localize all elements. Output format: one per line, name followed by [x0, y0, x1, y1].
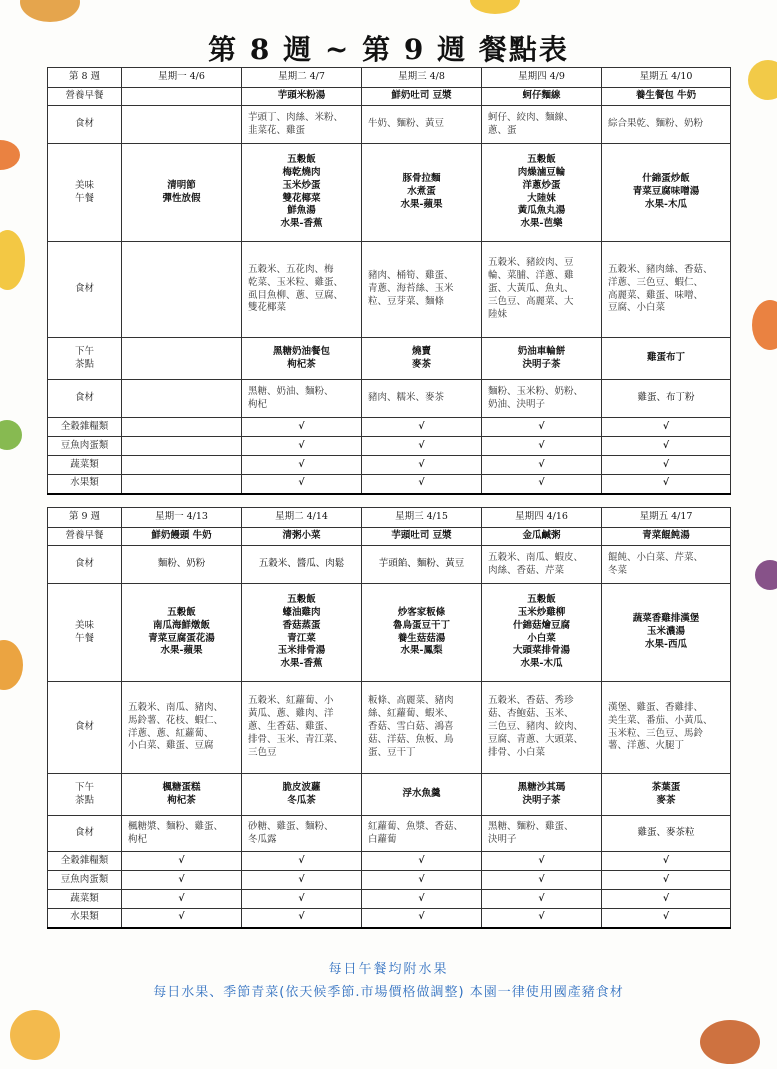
check-mark: √: [602, 852, 731, 871]
row-label-lunch: 美味 午餐: [48, 144, 122, 242]
check-mark: √: [362, 871, 482, 890]
check-mark: √: [602, 909, 731, 928]
check-mark: √: [602, 437, 731, 456]
check-mark: √: [602, 475, 731, 494]
ingredients-cell: 豬肉、糯米、麥茶: [362, 380, 482, 418]
check-mark: √: [602, 871, 731, 890]
ingredients-cell: 五穀米、南瓜、蝦皮、 肉絲、香菇、芹菜: [482, 546, 602, 584]
week9-lunch-row: [48, 584, 731, 682]
week9-menu-table: [47, 507, 731, 929]
ingredients-cell: 五穀米、南瓜、豬肉、 馬鈴薯、花枝、蝦仁、 洋蔥、蔥、紅蘿蔔、 小白菜、雞蛋、豆腐: [122, 682, 242, 774]
week9-breakfast-ingredients-row: [48, 546, 731, 584]
row-label-grains: 全穀雜糧類: [48, 418, 122, 437]
check-mark: √: [242, 890, 362, 909]
check-mark: √: [602, 456, 731, 475]
row-label-ingredients: 食材: [48, 682, 122, 774]
check-mark: √: [602, 418, 731, 437]
day-header: 星期四 4/9: [482, 68, 602, 88]
row-label-snack: 下午 茶點: [48, 338, 122, 380]
lunch-menu: 五穀飯 玉米炒雞柳 什錦菇燴豆腐 小白菜 大頭菜排骨湯 水果-木瓜: [482, 584, 602, 682]
footer-note-ingredients: 每日水果、季節青菜(依天候季節.市場價格做調整) 本園一律使用國產豬食材: [153, 985, 624, 1000]
row-label-ingredients: 食材: [48, 546, 122, 584]
check-mark: √: [362, 456, 482, 475]
row-label-ingredients: 食材: [48, 816, 122, 852]
week9-fruit-row: [48, 909, 731, 928]
week9-breakfast-row: [48, 528, 731, 546]
ingredients-cell: 五穀米、紅蘿蔔、小 黃瓜、蔥、雞肉、洋 蔥、生香菇、雞蛋、 排骨、玉米、青江菜、 三色豆: [242, 682, 362, 774]
week8-vegetable-row: [48, 456, 731, 475]
row-label-grains: 全穀雜糧類: [48, 852, 122, 871]
ingredients-cell: 餛飩、小白菜、芹菜、 冬菜: [602, 546, 731, 584]
check-mark: √: [242, 418, 362, 437]
decorative-leaf: [0, 420, 22, 450]
ingredients-cell: 芋頭丁、肉絲、米粉、 韭菜花、雞蛋: [242, 106, 362, 144]
footer-note-fruit: 每日午餐均附水果: [328, 962, 449, 977]
week8-header-row: [48, 68, 731, 88]
row-label-breakfast: 營養早餐: [48, 88, 122, 106]
breakfast-item: [122, 88, 242, 106]
breakfast-item: 青菜餛飩湯: [602, 528, 731, 546]
ingredients-cell: 楓糖漿、麵粉、雞蛋、 枸杞: [122, 816, 242, 852]
snack-menu: 燒賣 麥茶: [362, 338, 482, 380]
ingredients-cell: 五穀米、香菇、秀珍 菇、杏鮑菇、玉米、 三色豆、豬肉、絞肉、 豆腐、青蔥、大頭菜、 排骨、小白菜: [482, 682, 602, 774]
ingredients-cell: 雞蛋、麥茶粒: [602, 816, 731, 852]
snack-menu: 茶葉蛋 麥茶: [602, 774, 731, 816]
day-header: 星期二 4/7: [242, 68, 362, 88]
day-header: 星期五 4/10: [602, 68, 731, 88]
ingredients-cell: 五穀米、豬絞肉、豆 輪、菜脯、洋蔥、雞 蛋、大黃瓜、魚丸、 三色豆、高麗菜、大 陸妹: [482, 242, 602, 338]
week-label: 第 8 週: [48, 68, 122, 88]
decorative-fruit-top-mid: [470, 0, 520, 14]
check-mark: √: [242, 852, 362, 871]
ingredients-cell: 紅蘿蔔、魚漿、香菇、 白蘿蔔: [362, 816, 482, 852]
row-label-breakfast: 營養早餐: [48, 528, 122, 546]
ingredients-cell: 麵粉、奶粉: [122, 546, 242, 584]
decorative-grape-right: [755, 560, 777, 590]
day-header: 星期五 4/17: [602, 508, 731, 528]
row-label-protein: 豆魚肉蛋類: [48, 437, 122, 456]
ingredients-cell: 粄條、高麗菜、豬肉 絲、紅蘿蔔、蝦米、 香菇、雪白菇、鴻喜 菇、洋菇、魚板、鳥 蛋、豆干丁: [362, 682, 482, 774]
row-label-lunch: 美味 午餐: [48, 584, 122, 682]
check-mark: √: [122, 871, 242, 890]
check-mark: √: [362, 437, 482, 456]
ingredients-cell: 漢堡、雞蛋、香雞排、 美生菜、番茄、小黃瓜、 玉米粒、三色豆、馬鈴 薯、洋蔥、火腿丁: [602, 682, 731, 774]
snack-menu: [122, 338, 242, 380]
check-mark: √: [122, 890, 242, 909]
ingredients-cell: 芋頭餡、麵粉、黃豆: [362, 546, 482, 584]
check-mark: [122, 456, 242, 475]
week8-lunch-ingredients-row: [48, 242, 731, 338]
check-mark: √: [362, 852, 482, 871]
ingredients-cell: 綜合果乾、麵粉、奶粉: [602, 106, 731, 144]
day-header: 星期二 4/14: [242, 508, 362, 528]
check-mark: √: [242, 456, 362, 475]
ingredients-cell: 黑糖、奶油、麵粉、 枸杞: [242, 380, 362, 418]
breakfast-item: 芋頭吐司 豆漿: [362, 528, 482, 546]
row-label-protein: 豆魚肉蛋類: [48, 871, 122, 890]
snack-menu: 楓糖蛋糕 枸杞茶: [122, 774, 242, 816]
ingredients-cell: 蚵仔、絞肉、麵線、 蔥、蛋: [482, 106, 602, 144]
week9-header-row: [48, 508, 731, 528]
decorative-fruit-top-left: [20, 0, 80, 22]
week9-grains-row: [48, 852, 731, 871]
breakfast-item: 鮮奶吐司 豆漿: [362, 88, 482, 106]
snack-menu: 黑糖沙其瑪 決明子茶: [482, 774, 602, 816]
ingredients-cell: [122, 380, 242, 418]
week8-snack-row: [48, 338, 731, 380]
check-mark: √: [362, 909, 482, 928]
lunch-menu: 豚骨拉麵 水煮蛋 水果-蘋果: [362, 144, 482, 242]
week9-snack-ingredients-row: [48, 816, 731, 852]
check-mark: √: [482, 475, 602, 494]
week9-protein-row: [48, 871, 731, 890]
check-mark: √: [482, 909, 602, 928]
check-mark: √: [122, 909, 242, 928]
week8-lunch-row: [48, 144, 731, 242]
row-label-vegetable: 蔬菜類: [48, 456, 122, 475]
ingredients-cell: [122, 106, 242, 144]
check-mark: √: [242, 909, 362, 928]
day-header: 星期四 4/16: [482, 508, 602, 528]
lunch-menu: 五穀飯 南瓜海鮮燉飯 青菜豆腐蛋花湯 水果-蘋果: [122, 584, 242, 682]
check-mark: √: [362, 418, 482, 437]
row-label-vegetable: 蔬菜類: [48, 890, 122, 909]
ingredients-cell: 黑糖、麵粉、雞蛋、 決明子: [482, 816, 602, 852]
check-mark: √: [602, 890, 731, 909]
check-mark: √: [242, 475, 362, 494]
lunch-menu: 蔬菜香雞排漢堡 玉米濃湯 水果-西瓜: [602, 584, 731, 682]
lunch-menu: 五穀飯 蠔油雞肉 香菇蒸蛋 青江菜 玉米排骨湯 水果-香蕉: [242, 584, 362, 682]
ingredients-cell: 砂糖、雞蛋、麵粉、 冬瓜露: [242, 816, 362, 852]
day-header: 星期三 4/15: [362, 508, 482, 528]
week8-fruit-row: [48, 475, 731, 494]
row-label-ingredients: 食材: [48, 242, 122, 338]
decorative-fruit-bottom-right: [700, 1020, 760, 1064]
decorative-lemon: [0, 230, 25, 290]
breakfast-item: 鮮奶饅頭 牛奶: [122, 528, 242, 546]
snack-menu: 雞蛋布丁: [602, 338, 731, 380]
ingredients-cell: 雞蛋、布丁粉: [602, 380, 731, 418]
row-label-fruit: 水果類: [48, 909, 122, 928]
check-mark: [122, 437, 242, 456]
check-mark: √: [482, 852, 602, 871]
ingredients-cell: 豬肉、桶筍、雞蛋、 青蔥、海苔絲、玉米 粒、豆芽菜、麵條: [362, 242, 482, 338]
lunch-menu: 炒客家粄條 魯烏蛋豆干丁 養生菇菇湯 水果-鳳梨: [362, 584, 482, 682]
lunch-menu: 五穀飯 梅乾燒肉 玉米炒蛋 雙花椰菜 鮮魚湯 水果-香蕉: [242, 144, 362, 242]
row-label-ingredients: 食材: [48, 106, 122, 144]
breakfast-item: 蚵仔麵線: [482, 88, 602, 106]
breakfast-item: 清粥小菜: [242, 528, 362, 546]
breakfast-item: 養生餐包 牛奶: [602, 88, 731, 106]
ingredients-cell: 五穀米、醬瓜、肉鬆: [242, 546, 362, 584]
check-mark: [122, 475, 242, 494]
decorative-orange-right: [752, 300, 777, 350]
week-label: 第 9 週: [48, 508, 122, 528]
lunch-menu: 五穀飯 肉燥滷豆輪 洋蔥炒蛋 大陸妹 黃瓜魚丸湯 水果-芭樂: [482, 144, 602, 242]
check-mark: √: [242, 871, 362, 890]
snack-menu: 脆皮波蘿 冬瓜茶: [242, 774, 362, 816]
week8-snack-ingredients-row: [48, 380, 731, 418]
day-header: 星期一 4/13: [122, 508, 242, 528]
row-label-fruit: 水果類: [48, 475, 122, 494]
ingredients-cell: 牛奶、麵粉、黃豆: [362, 106, 482, 144]
week8-grains-row: [48, 418, 731, 437]
check-mark: √: [482, 418, 602, 437]
decorative-pumpkin: [0, 640, 23, 690]
week8-menu-table: [47, 67, 731, 495]
week9-snack-row: [48, 774, 731, 816]
ingredients-cell: 五穀米、豬肉絲、香菇、 洋蔥、三色豆、蝦仁、 高麗菜、雞蛋、味噌、 豆腐、小白菜: [602, 242, 731, 338]
check-mark: √: [362, 475, 482, 494]
week9-lunch-ingredients-row: [48, 682, 731, 774]
ingredients-cell: [122, 242, 242, 338]
day-header: 星期一 4/6: [122, 68, 242, 88]
snack-menu: 浮水魚羹: [362, 774, 482, 816]
decorative-pepper: [0, 140, 20, 170]
row-label-ingredients: 食材: [48, 380, 122, 418]
check-mark: √: [482, 456, 602, 475]
snack-menu: 黑糖奶油餐包 枸杞茶: [242, 338, 362, 380]
breakfast-item: 金瓜鹹粥: [482, 528, 602, 546]
check-mark: √: [362, 890, 482, 909]
week8-protein-row: [48, 437, 731, 456]
ingredients-cell: 麵粉、玉米粉、奶粉、 奶油、決明子: [482, 380, 602, 418]
page-title: 第 8 週 ~ 第 9 週 餐點表: [208, 33, 569, 66]
check-mark: √: [242, 437, 362, 456]
week8-breakfast-row: [48, 88, 731, 106]
ingredients-cell: 五穀米、五花肉、梅 乾菜、玉米粒、雞蛋、 虱目魚柳、蔥、豆腐、 雙花椰菜: [242, 242, 362, 338]
check-mark: √: [482, 437, 602, 456]
week8-breakfast-ingredients-row: [48, 106, 731, 144]
check-mark: √: [122, 852, 242, 871]
week9-vegetable-row: [48, 890, 731, 909]
lunch-menu: 什錦蛋炒飯 青菜豆腐味噌湯 水果-木瓜: [602, 144, 731, 242]
row-label-snack: 下午 茶點: [48, 774, 122, 816]
lunch-menu: 清明節 彈性放假: [122, 144, 242, 242]
breakfast-item: 芋頭米粉湯: [242, 88, 362, 106]
check-mark: √: [482, 890, 602, 909]
snack-menu: 奶油車輪餅 決明子茶: [482, 338, 602, 380]
check-mark: √: [482, 871, 602, 890]
decorative-fruit-bottom: [10, 1010, 60, 1060]
check-mark: [122, 418, 242, 437]
day-header: 星期三 4/8: [362, 68, 482, 88]
